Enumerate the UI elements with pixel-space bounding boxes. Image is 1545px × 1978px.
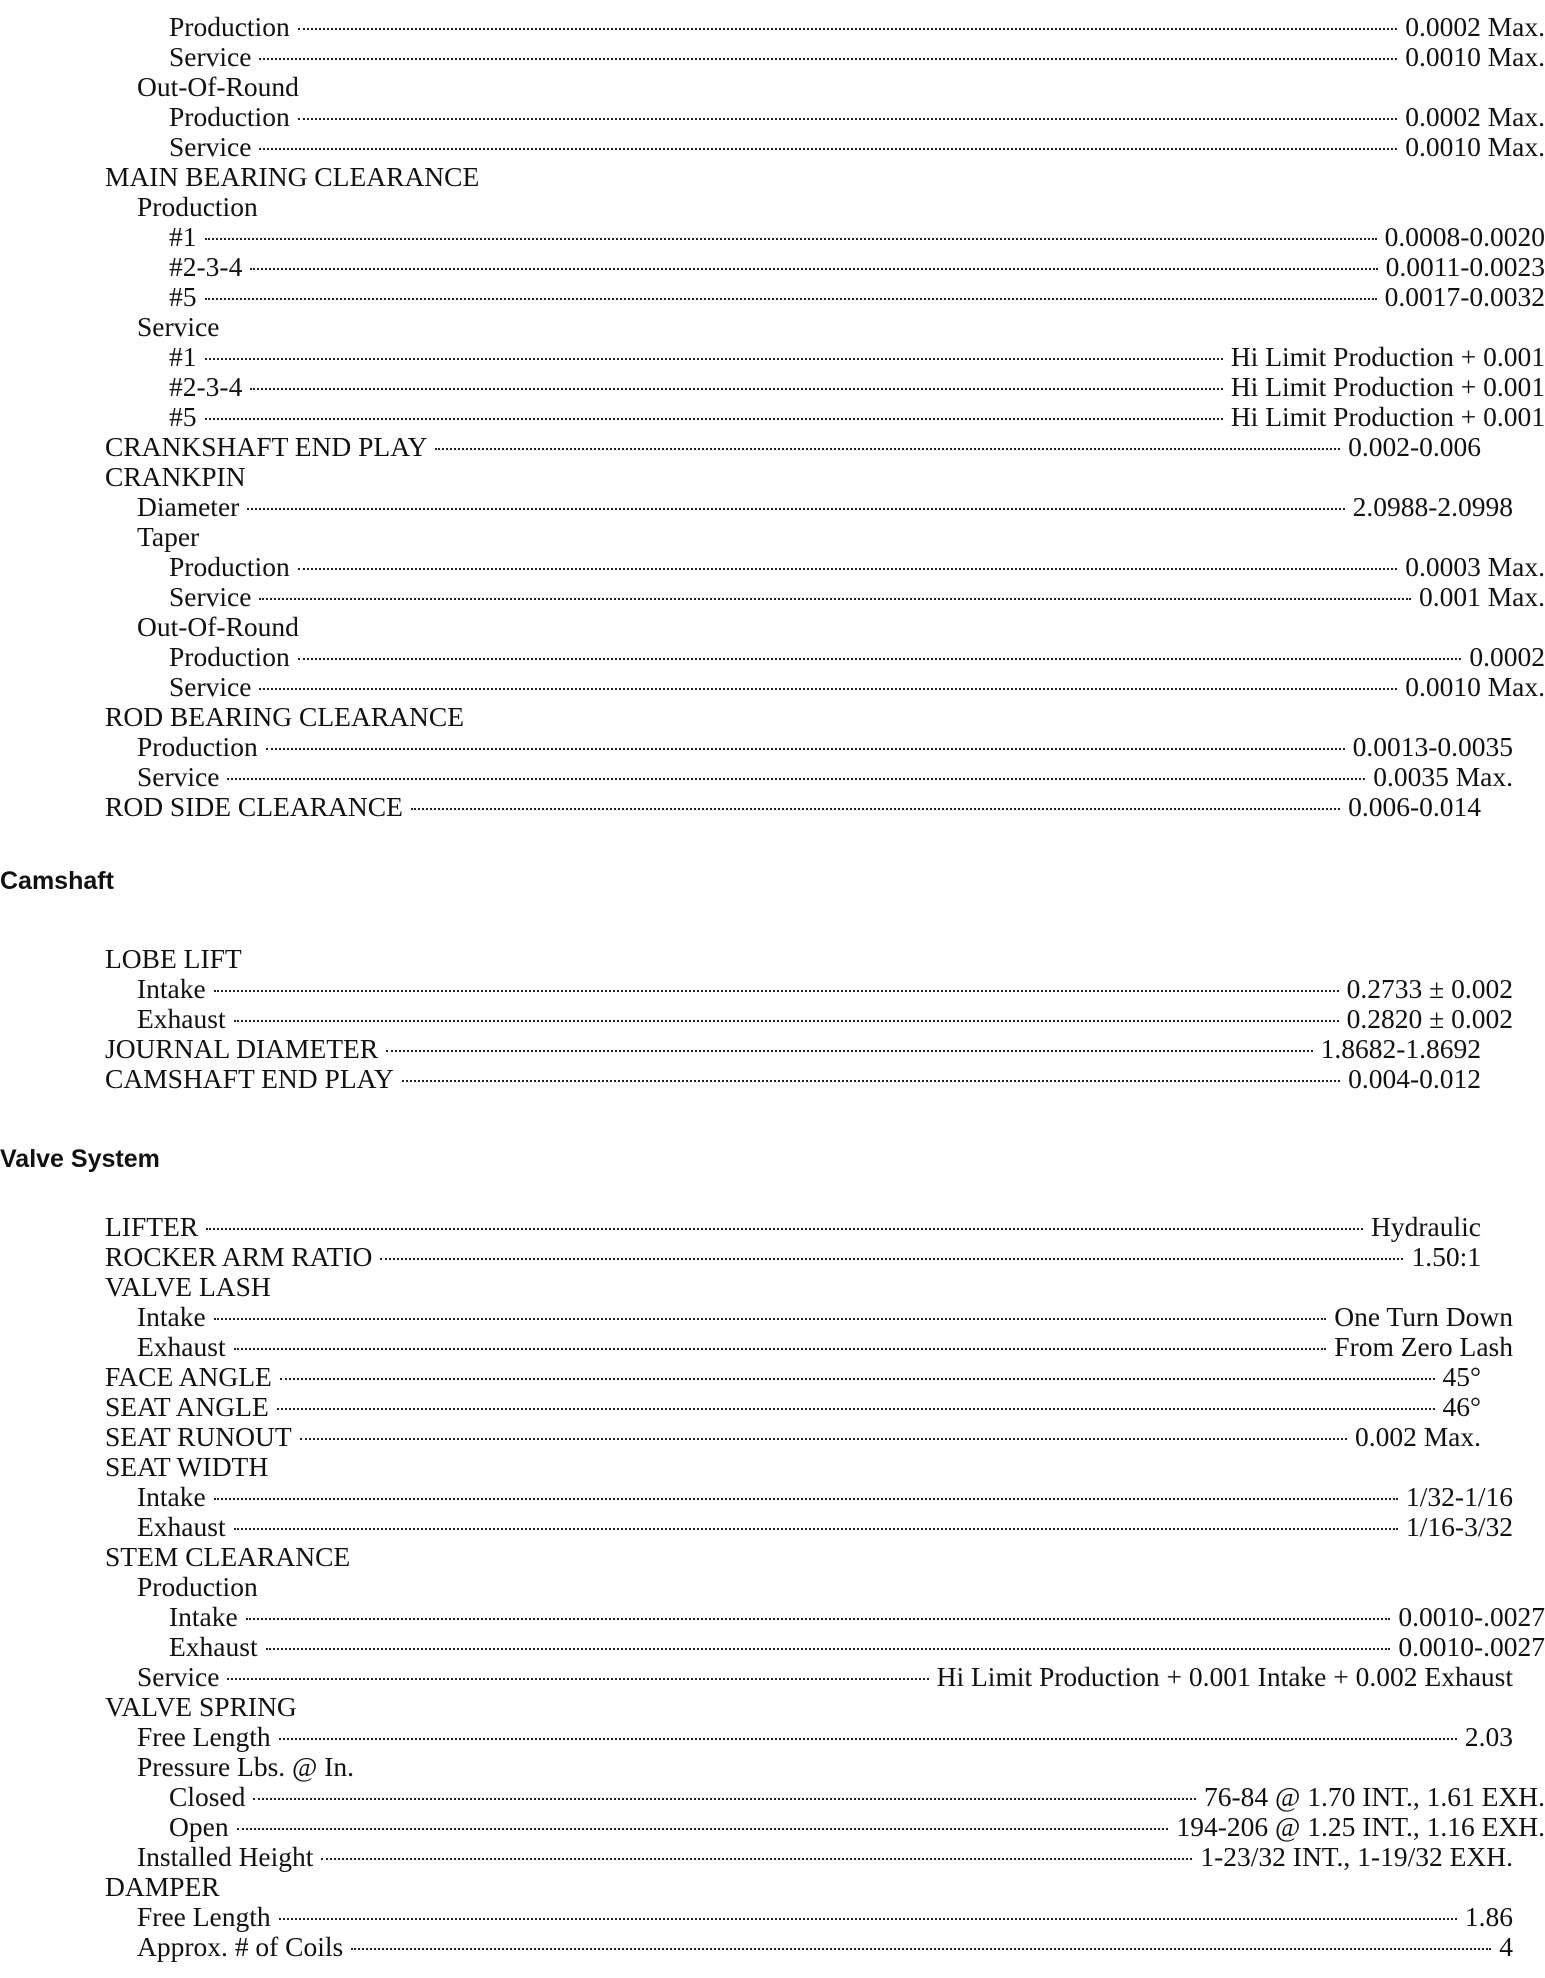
dot-leader [214, 990, 1339, 992]
spec-value: From Zero Lash [1334, 1331, 1513, 1362]
spec-label: Approx. # of Coils [137, 1931, 344, 1962]
dot-leader [253, 1798, 1196, 1800]
spec-value: 0.0010-.0027 [1398, 1631, 1545, 1662]
spec-value: 0.0003 Max. [1405, 551, 1545, 582]
spec-row [0, 582, 1545, 612]
spec-label: Intake [137, 1481, 206, 1512]
spec-value: 76-84 @ 1.70 INT., 1.61 EXH. [1203, 1781, 1545, 1812]
spec-row [0, 1722, 1513, 1752]
spec-label: #5 [169, 281, 197, 312]
spec-value: 0.0013-0.0035 [1352, 731, 1513, 762]
spec-row [0, 102, 1545, 132]
spec-row [0, 1602, 1545, 1632]
spec-value: 1.8682-1.8692 [1320, 1033, 1481, 1064]
spec-value: Hydraulic [1371, 1211, 1481, 1242]
spec-label: FACE ANGLE [105, 1361, 272, 1392]
dot-leader [259, 688, 1397, 690]
spec-label: Exhaust [137, 1511, 226, 1542]
spec-row [0, 1872, 1481, 1902]
spec-label: Production [137, 731, 258, 762]
spec-label: Service [137, 311, 220, 342]
dot-leader [298, 28, 1398, 30]
spec-row [0, 1812, 1545, 1842]
dot-leader [351, 1948, 1491, 1950]
spec-row [0, 372, 1545, 402]
spec-row [0, 42, 1545, 72]
spec-label: #1 [169, 341, 197, 372]
spec-value: Hi Limit Production + 0.001 [1230, 371, 1545, 402]
spec-row [0, 1064, 1481, 1094]
spec-row [0, 1392, 1481, 1422]
spec-row [0, 1482, 1513, 1512]
spec-row [0, 282, 1545, 312]
spec-value: 1/32-1/16 [1406, 1481, 1513, 1512]
spec-label: Free Length [137, 1901, 271, 1932]
spec-label: Installed Height [137, 1841, 314, 1872]
spec-row [0, 252, 1545, 282]
dot-leader [402, 1080, 1340, 1082]
spec-row [0, 1572, 1513, 1602]
spec-row [0, 342, 1545, 372]
spec-label: Service [137, 761, 220, 792]
spec-value: 0.001 Max. [1418, 581, 1545, 612]
spec-label: #1 [169, 221, 197, 252]
dot-leader [380, 1258, 1403, 1260]
dot-leader [300, 1438, 1347, 1440]
dot-leader [205, 418, 1223, 420]
spec-row [0, 1332, 1513, 1362]
spec-row [0, 944, 1481, 974]
spec-value: 0.0011-0.0023 [1385, 251, 1545, 282]
spec-label: ROCKER ARM RATIO [105, 1241, 373, 1272]
spec-value: 0.0002 Max. [1405, 101, 1545, 132]
spec-value: 0.0035 Max. [1373, 761, 1513, 792]
spec-label: #2-3-4 [169, 251, 243, 282]
spec-value: 0.006-0.014 [1348, 791, 1481, 822]
spec-label: Service [169, 41, 252, 72]
spec-label: ROD BEARING CLEARANCE [105, 701, 465, 732]
camshaft-spec-list [0, 943, 1513, 1094]
spec-label: Free Length [137, 1721, 271, 1752]
dot-leader [205, 238, 1377, 240]
spec-label: VALVE LASH [105, 1271, 271, 1302]
spec-value: 1.86 [1464, 1901, 1513, 1932]
spec-row [0, 522, 1513, 552]
dot-leader [279, 1738, 1457, 1740]
crankshaft-spec-list [0, 11, 1545, 822]
spec-row [0, 1034, 1481, 1064]
spec-value: 0.0010-.0027 [1398, 1601, 1545, 1632]
spec-row [0, 1212, 1481, 1242]
spec-label: Production [137, 191, 258, 222]
spec-row [0, 1632, 1545, 1662]
valve-system-heading: Valve System [0, 1145, 160, 1173]
spec-value: Hi Limit Production + 0.001 [1230, 341, 1545, 372]
spec-value: 0.0010 Max. [1405, 671, 1545, 702]
spec-label: SEAT WIDTH [105, 1451, 269, 1482]
dot-leader [259, 58, 1397, 60]
spec-label: Service [169, 671, 252, 702]
dot-leader [277, 1408, 1435, 1410]
spec-label: SEAT ANGLE [105, 1391, 269, 1422]
spec-row [0, 1422, 1481, 1452]
spec-value: 1/16-3/32 [1406, 1511, 1513, 1542]
dot-leader [234, 1020, 1339, 1022]
spec-row [0, 762, 1513, 792]
dot-leader [266, 748, 1345, 750]
spec-label: LOBE LIFT [105, 943, 242, 974]
dot-leader [234, 1348, 1327, 1350]
spec-row [0, 1302, 1513, 1332]
spec-row [0, 1662, 1513, 1692]
dot-leader [321, 1858, 1192, 1860]
dot-leader [247, 508, 1344, 510]
spec-label: Production [169, 11, 290, 42]
spec-label: ROD SIDE CLEARANCE [105, 791, 403, 822]
spec-label: Production [137, 1571, 258, 1602]
spec-value: 2.0988-2.0998 [1352, 491, 1513, 522]
dot-leader [266, 1648, 1391, 1650]
spec-row [0, 1452, 1481, 1482]
spec-value: Hi Limit Production + 0.001 [1230, 401, 1545, 432]
spec-row [0, 72, 1513, 102]
spec-label: VALVE SPRING [105, 1691, 297, 1722]
spec-row [0, 1752, 1513, 1782]
spec-label: CAMSHAFT END PLAY [105, 1063, 394, 1094]
spec-label: Pressure Lbs. @ In. [137, 1751, 355, 1782]
spec-label: #2-3-4 [169, 371, 243, 402]
spec-label: STEM CLEARANCE [105, 1541, 351, 1572]
dot-leader [280, 1378, 1435, 1380]
spec-value: 0.004-0.012 [1348, 1063, 1481, 1094]
spec-label: Intake [137, 1301, 206, 1332]
spec-label: Out-Of-Round [137, 71, 299, 102]
spec-value: 45° [1442, 1361, 1481, 1392]
dot-leader [259, 148, 1397, 150]
spec-row [0, 1272, 1481, 1302]
spec-row [0, 1542, 1481, 1572]
spec-row [0, 162, 1481, 192]
spec-row [0, 732, 1513, 762]
dot-leader [411, 808, 1340, 810]
spec-row [0, 792, 1481, 822]
spec-value: 4 [1499, 1931, 1513, 1962]
dot-leader [227, 1678, 928, 1680]
spec-label: Intake [137, 973, 206, 1004]
spec-label: Production [169, 641, 290, 672]
dot-leader [206, 1228, 1363, 1230]
dot-leader [435, 448, 1340, 450]
spec-value: 0.2820 ± 0.002 [1346, 1003, 1513, 1034]
spec-label: Open [169, 1811, 229, 1842]
spec-row [0, 1512, 1513, 1542]
spec-value: 0.0017-0.0032 [1384, 281, 1545, 312]
spec-value: 0.0002 Max. [1405, 11, 1545, 42]
spec-row [0, 1842, 1513, 1872]
spec-label: Exhaust [137, 1331, 226, 1362]
dot-leader [250, 268, 1377, 270]
spec-label: DAMPER [105, 1871, 220, 1902]
camshaft-heading: Camshaft [0, 867, 114, 895]
spec-value: 0.002-0.006 [1348, 431, 1481, 462]
spec-label: Out-Of-Round [137, 611, 299, 642]
spec-label: Service [169, 581, 252, 612]
spec-label: Service [169, 131, 252, 162]
spec-value: 2.03 [1464, 1721, 1513, 1752]
spec-label: Taper [137, 521, 200, 552]
spec-row [0, 432, 1481, 462]
dot-leader [250, 388, 1222, 390]
spec-row [0, 132, 1545, 162]
spec-label: LIFTER [105, 1211, 199, 1242]
dot-leader [214, 1318, 1327, 1320]
spec-row [0, 552, 1545, 582]
spec-label: Exhaust [137, 1003, 226, 1034]
spec-value: 0.002 Max. [1354, 1421, 1481, 1452]
dot-leader [227, 778, 1365, 780]
spec-label: Production [169, 101, 290, 132]
spec-row [0, 1692, 1481, 1722]
spec-row [0, 222, 1545, 252]
spec-label: #5 [169, 401, 197, 432]
spec-row [0, 974, 1513, 1004]
spec-value: 0.2733 ± 0.002 [1346, 973, 1513, 1004]
spec-label: CRANKSHAFT END PLAY [105, 431, 428, 462]
spec-row [0, 642, 1545, 672]
spec-value: 0.0008-0.0020 [1384, 221, 1545, 252]
spec-value: 46° [1442, 1391, 1481, 1422]
spec-row [0, 1242, 1481, 1272]
spec-label: Service [137, 1661, 220, 1692]
spec-row [0, 702, 1481, 732]
spec-value: 1-23/32 INT., 1-19/32 EXH. [1200, 1841, 1513, 1872]
spec-row [0, 612, 1513, 642]
spec-row [0, 312, 1513, 342]
spec-value: One Turn Down [1334, 1301, 1513, 1332]
spec-row [0, 672, 1545, 702]
dot-leader [259, 598, 1410, 600]
spec-row [0, 1902, 1513, 1932]
dot-leader [298, 658, 1462, 660]
dot-leader [205, 358, 1223, 360]
spec-label: SEAT RUNOUT [105, 1421, 292, 1452]
spec-row [0, 1362, 1481, 1392]
spec-value: 0.0002 [1469, 641, 1545, 672]
spec-row [0, 492, 1513, 522]
spec-label: JOURNAL DIAMETER [105, 1033, 379, 1064]
spec-value: 0.0010 Max. [1405, 41, 1545, 72]
dot-leader [386, 1050, 1312, 1052]
dot-leader [234, 1528, 1398, 1530]
spec-value: 194-206 @ 1.25 INT., 1.16 EXH. [1176, 1811, 1545, 1842]
spec-label: Diameter [137, 491, 240, 522]
spec-row [0, 462, 1481, 492]
spec-row [0, 402, 1545, 432]
spec-value: 0.0010 Max. [1405, 131, 1545, 162]
valve-system-spec-list [0, 1211, 1545, 1962]
spec-label: Intake [169, 1601, 238, 1632]
spec-row [0, 1004, 1513, 1034]
dot-leader [205, 298, 1377, 300]
spec-row [0, 192, 1513, 222]
spec-row [0, 1782, 1545, 1812]
spec-label: MAIN BEARING CLEARANCE [105, 161, 480, 192]
spec-row [0, 12, 1545, 42]
spec-label: Closed [169, 1781, 246, 1812]
spec-value: Hi Limit Production + 0.001 Intake + 0.002 Exhaust [936, 1661, 1513, 1692]
dot-leader [246, 1618, 1391, 1620]
spec-row [0, 1932, 1513, 1962]
dot-leader [237, 1828, 1169, 1830]
spec-label: Exhaust [169, 1631, 258, 1662]
dot-leader [214, 1498, 1398, 1500]
spec-value: 1.50:1 [1411, 1241, 1481, 1272]
spec-label: Production [169, 551, 290, 582]
dot-leader [279, 1918, 1457, 1920]
spec-label: CRANKPIN [105, 461, 246, 492]
dot-leader [298, 118, 1398, 120]
dot-leader [298, 568, 1398, 570]
